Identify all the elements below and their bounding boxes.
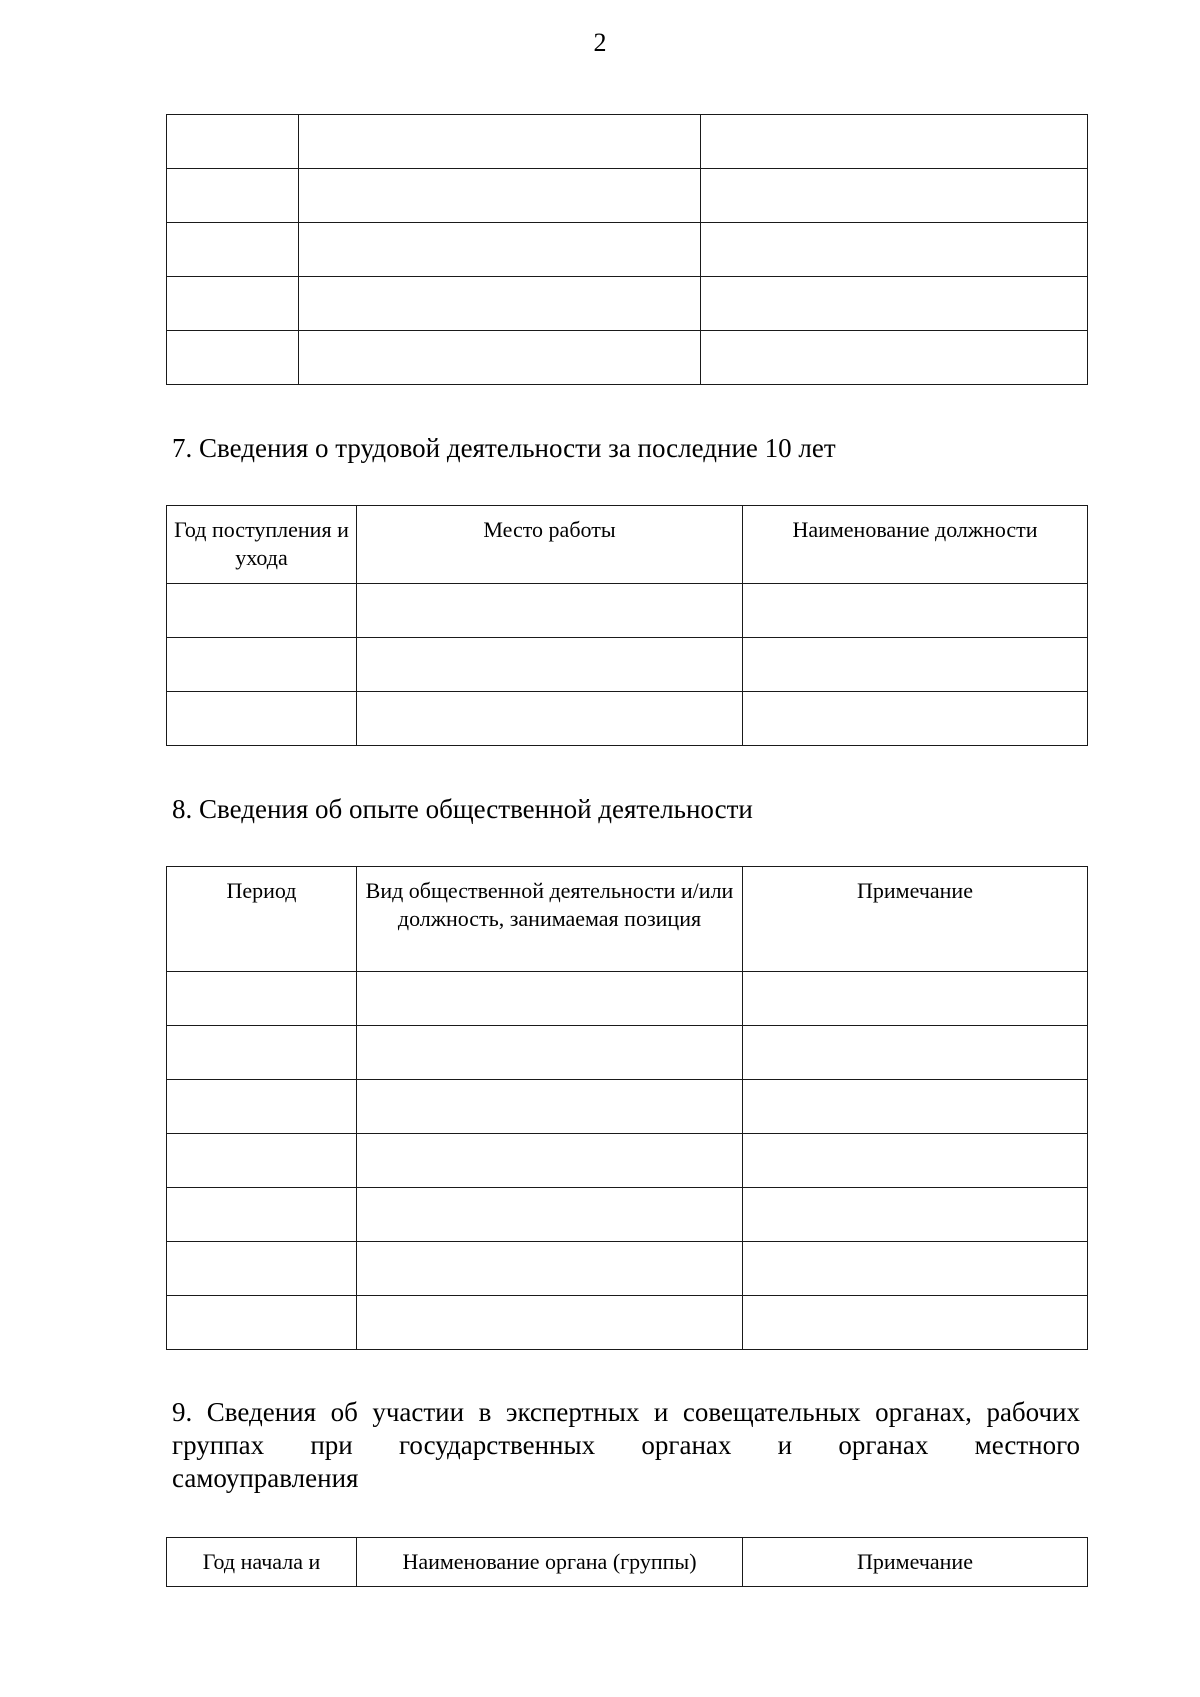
table-cell[interactable] bbox=[299, 331, 701, 385]
column-header-period: Период bbox=[167, 867, 357, 972]
table-cell[interactable] bbox=[701, 277, 1088, 331]
table-cell[interactable] bbox=[701, 169, 1088, 223]
column-header-activity-type: Вид общественной деятельности и/или должность, занимаемая позиция bbox=[357, 867, 743, 972]
table-row bbox=[167, 972, 1088, 1026]
table-cell[interactable] bbox=[299, 115, 701, 169]
page-number: 2 bbox=[593, 28, 607, 57]
table-cell[interactable] bbox=[167, 1242, 357, 1296]
table-cell[interactable] bbox=[299, 223, 701, 277]
table-cell[interactable] bbox=[167, 115, 299, 169]
table-cell[interactable] bbox=[743, 972, 1088, 1026]
table-header-row bbox=[167, 867, 1088, 972]
table-cell[interactable] bbox=[357, 1080, 743, 1134]
table-row bbox=[167, 277, 1088, 331]
table-row bbox=[167, 584, 1088, 638]
table-header-row bbox=[167, 506, 1088, 584]
table-row bbox=[167, 1188, 1088, 1242]
table-row bbox=[167, 1026, 1088, 1080]
column-header-note: Примечание bbox=[743, 1538, 1088, 1587]
table-cell[interactable] bbox=[357, 972, 743, 1026]
table-row bbox=[167, 692, 1088, 746]
section-8-heading: 8. Сведения об опыте общественной деятельности bbox=[172, 794, 753, 824]
public-activity-table bbox=[166, 866, 1088, 1350]
table-cell[interactable] bbox=[357, 584, 743, 638]
section-9-heading-line-3: самоуправления bbox=[172, 1463, 359, 1493]
table-row bbox=[167, 223, 1088, 277]
table-row bbox=[167, 115, 1088, 169]
table-row bbox=[167, 169, 1088, 223]
table-cell[interactable] bbox=[743, 638, 1088, 692]
table-cell[interactable] bbox=[701, 331, 1088, 385]
table-cell[interactable] bbox=[167, 1188, 357, 1242]
column-header-years: Год поступления и ухода bbox=[167, 506, 357, 584]
table-cell[interactable] bbox=[167, 1296, 357, 1350]
table-cell[interactable] bbox=[743, 584, 1088, 638]
table-row bbox=[167, 1242, 1088, 1296]
table-cell[interactable] bbox=[357, 1134, 743, 1188]
table-cell[interactable] bbox=[167, 1026, 357, 1080]
employment-table bbox=[166, 505, 1088, 746]
column-header-position: Наименование должности bbox=[743, 506, 1088, 584]
table-row bbox=[167, 1080, 1088, 1134]
table-cell[interactable] bbox=[299, 277, 701, 331]
table-cell[interactable] bbox=[743, 1296, 1088, 1350]
table-cell[interactable] bbox=[743, 1080, 1088, 1134]
table-cell[interactable] bbox=[167, 692, 357, 746]
table-header-row bbox=[167, 1538, 1088, 1587]
table-cell[interactable] bbox=[167, 331, 299, 385]
table-cell[interactable] bbox=[743, 1188, 1088, 1242]
table-cell[interactable] bbox=[357, 692, 743, 746]
table-cell[interactable] bbox=[357, 1188, 743, 1242]
table-cell[interactable] bbox=[701, 115, 1088, 169]
column-header-workplace: Место работы bbox=[357, 506, 743, 584]
table-row bbox=[167, 1296, 1088, 1350]
column-header-start-year: Год начала и bbox=[167, 1538, 357, 1587]
table-cell[interactable] bbox=[167, 277, 299, 331]
table-row bbox=[167, 331, 1088, 385]
column-header-note: Примечание bbox=[743, 867, 1088, 972]
table-cell[interactable] bbox=[743, 1242, 1088, 1296]
table-cell[interactable] bbox=[743, 1026, 1088, 1080]
table-cell[interactable] bbox=[167, 223, 299, 277]
table-cell[interactable] bbox=[701, 223, 1088, 277]
expert-bodies-table bbox=[166, 1537, 1088, 1587]
table-cell[interactable] bbox=[743, 1134, 1088, 1188]
table-cell[interactable] bbox=[357, 638, 743, 692]
section-9-heading-line-1: 9. Сведения об участии в экспертных и совещательных органах, рабочих bbox=[172, 1397, 1080, 1427]
section-9-heading-line-2: группах при государственных органах и органах местного bbox=[172, 1430, 1080, 1460]
table-cell[interactable] bbox=[167, 1080, 357, 1134]
table-cell[interactable] bbox=[299, 169, 701, 223]
table-cell[interactable] bbox=[167, 169, 299, 223]
section-9-heading bbox=[172, 1396, 1080, 1495]
table-cell[interactable] bbox=[167, 638, 357, 692]
continuation-table bbox=[166, 114, 1088, 385]
table-cell[interactable] bbox=[167, 1134, 357, 1188]
table-cell[interactable] bbox=[743, 692, 1088, 746]
table-cell[interactable] bbox=[167, 972, 357, 1026]
table-cell[interactable] bbox=[167, 584, 357, 638]
section-7-heading: 7. Сведения о трудовой деятельности за последние 10 лет bbox=[172, 433, 836, 463]
table-row bbox=[167, 638, 1088, 692]
table-cell[interactable] bbox=[357, 1026, 743, 1080]
table-cell[interactable] bbox=[357, 1296, 743, 1350]
table-cell[interactable] bbox=[357, 1242, 743, 1296]
column-header-body-name: Наименование органа (группы) bbox=[357, 1538, 743, 1587]
table-row bbox=[167, 1134, 1088, 1188]
